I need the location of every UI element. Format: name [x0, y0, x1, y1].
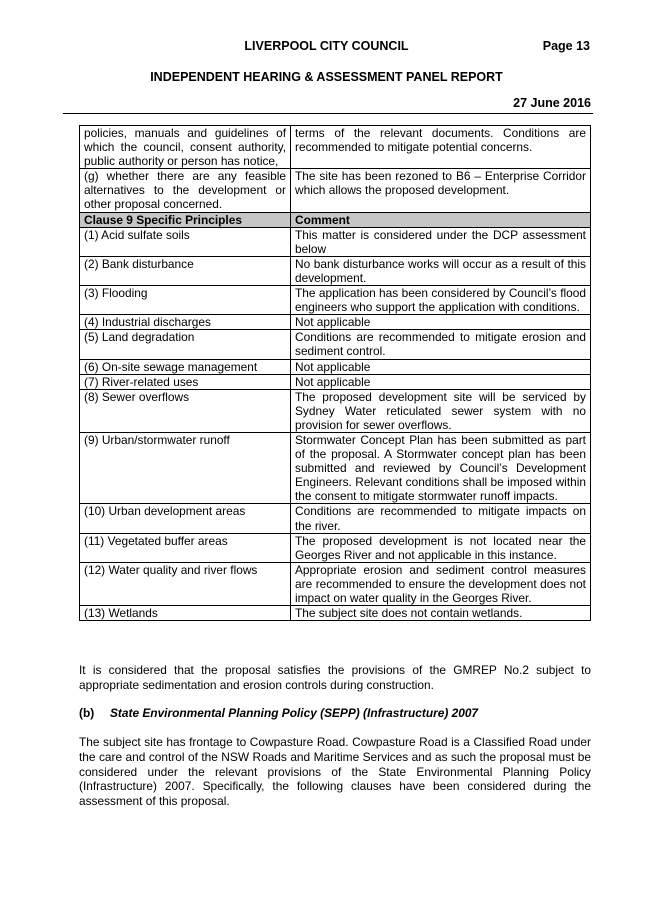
table-row [80, 169, 591, 212]
table-cell-principle: (1) Acid sulfate soils [80, 227, 291, 256]
principles-table [79, 125, 591, 621]
table-cell-comment: The application has been considered by Council’s flood engineers who support the application with conditions. [291, 286, 591, 315]
table-cell-comment: Appropriate erosion and sediment control measures are recommended to ensure the development does not impact on water quality in the Georges River. [291, 562, 591, 605]
table-cell-principle: (13) Wetlands [80, 606, 291, 621]
table-cell-principle: (3) Flooding [80, 286, 291, 315]
table-row [80, 227, 591, 256]
table-cell-comment: Stormwater Concept Plan has been submitted as part of the proposal. A Stormwater concept plan has been submitted and reviewed by Council’s Development Engineers. Relevant conditions shall be imposed within the consent to mitigate stormwater runoff impacts. [291, 432, 591, 503]
table-header-row [80, 212, 591, 227]
table-cell-comment: Conditions are recommended to mitigate impacts on the river. [291, 504, 591, 533]
table-row [80, 330, 591, 359]
table-row [80, 315, 591, 330]
table-row [80, 533, 591, 562]
table-row [80, 606, 591, 621]
table-cell-principle: (10) Urban development areas [80, 504, 291, 533]
table-cell-principle: (7) River-related uses [80, 374, 291, 389]
table-cell-comment: The proposed development site will be serviced by Sydney Water reticulated sewer system with no provision for sewer overflows. [291, 389, 591, 432]
body-paragraph: The subject site has frontage to Cowpasture Road. Cowpasture Road is a Classified Road under the care and control of the NSW Roads and Maritime Services and as such the proposal must be considered under the relevant provisions of the State Environmental Planning Policy (Infrastructure) 2007. Specifically, the following clauses have been considered during the assessment of this proposal. [79, 735, 591, 809]
table-cell-principle: (8) Sewer overflows [80, 389, 291, 432]
section-heading [79, 706, 478, 720]
table-cell-principle: (4) Industrial discharges [80, 315, 291, 330]
column-header-comment: Comment [291, 212, 591, 227]
report-date: 27 June 2016 [513, 96, 591, 110]
table-row [80, 359, 591, 374]
table-cell-comment: The subject site does not contain wetlands. [291, 606, 591, 621]
header-divider [63, 113, 593, 114]
table-cell-principle: (2) Bank disturbance [80, 256, 291, 285]
table-cell-comment: Not applicable [291, 315, 591, 330]
table-cell-principle: (5) Land degradation [80, 330, 291, 359]
table-row [80, 286, 591, 315]
table-row [80, 374, 591, 389]
table-row [80, 432, 591, 503]
table-row [80, 562, 591, 605]
table-cell-comment: Not applicable [291, 374, 591, 389]
table-row [80, 504, 591, 533]
table-cell-criterion: policies, manuals and guidelines of which the council, consent authority, public authority or person has notice, [80, 126, 291, 169]
conclusion-paragraph: It is considered that the proposal satisfies the provisions of the GMREP No.2 subject to appropriate sedimentation and erosion controls during construction. [79, 663, 591, 692]
table-cell-comment: This matter is considered under the DCP assessment below [291, 227, 591, 256]
table-cell-principle: (11) Vegetated buffer areas [80, 533, 291, 562]
table-row [80, 256, 591, 285]
table-cell-comment: Conditions are recommended to mitigate erosion and sediment control. [291, 330, 591, 359]
table-cell-comment: terms of the relevant documents. Conditions are recommended to mitigate potential concerns. [291, 126, 591, 169]
report-title: INDEPENDENT HEARING & ASSESSMENT PANEL REPORT [150, 70, 503, 84]
table-cell-comment: Not applicable [291, 359, 591, 374]
table-cell-comment: The site has been rezoned to B6 – Enterprise Corridor which allows the proposed development. [291, 169, 591, 212]
table-row [80, 126, 591, 169]
table-cell-principle: (12) Water quality and river flows [80, 562, 291, 605]
council-name: LIVERPOOL CITY COUNCIL [244, 39, 409, 53]
table-cell-comment: The proposed development is not located near the Georges River and not applicable in this instance. [291, 533, 591, 562]
table-cell-criterion: (g) whether there are any feasible alternatives to the development or other proposal concerned. [80, 169, 291, 212]
table-row [80, 389, 591, 432]
section-label: (b) [79, 706, 95, 720]
column-header-principles: Clause 9 Specific Principles [80, 212, 291, 227]
table-cell-comment: No bank disturbance works will occur as a result of this development. [291, 256, 591, 285]
table-cell-principle: (6) On-site sewage management [80, 359, 291, 374]
section-title: State Environmental Planning Policy (SEPP) (Infrastructure) 2007 [110, 706, 479, 720]
table-cell-principle: (9) Urban/stormwater runoff [80, 432, 291, 503]
page-number: Page 13 [542, 39, 590, 53]
